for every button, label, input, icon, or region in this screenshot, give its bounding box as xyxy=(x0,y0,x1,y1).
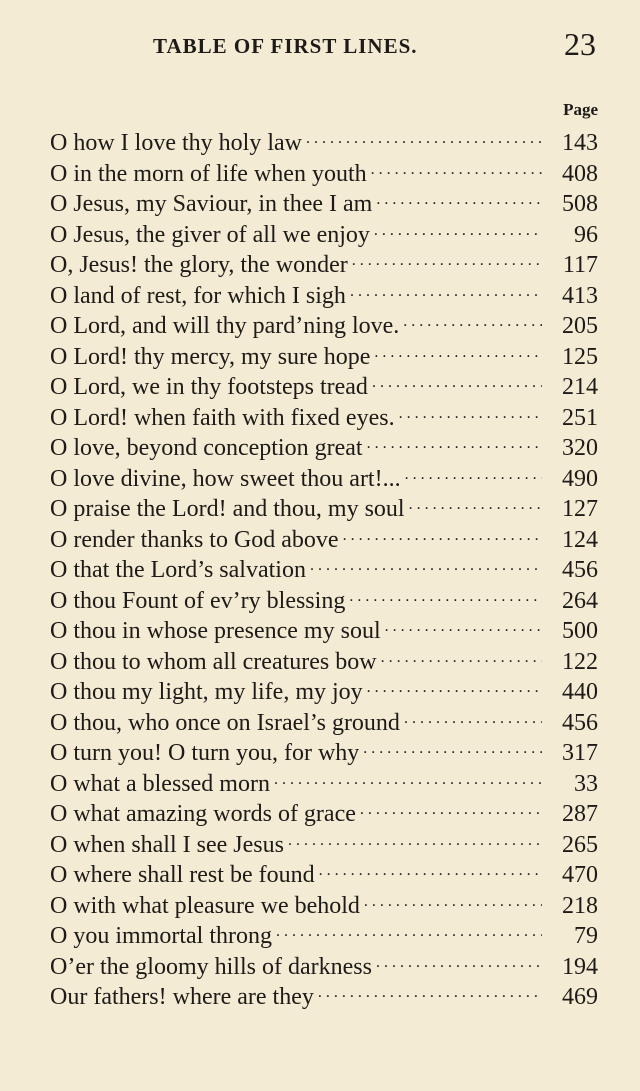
index-entry xyxy=(50,645,598,676)
page-number: 23 xyxy=(564,26,596,62)
index-entry xyxy=(50,248,598,279)
index-entry xyxy=(50,340,598,371)
dot-leader xyxy=(376,950,542,974)
page-reference: 265 xyxy=(562,831,598,858)
dot-leader xyxy=(409,492,542,516)
index-entry xyxy=(50,187,598,218)
first-line-text: O thou Fount of ev’ry blessing xyxy=(50,587,346,614)
page-reference: 490 xyxy=(562,465,598,492)
index-entry xyxy=(50,828,598,859)
dot-leader xyxy=(319,858,542,882)
page-reference: 124 xyxy=(562,526,598,553)
dot-leader xyxy=(367,675,542,699)
first-line-text: O thou, who once on Israel’s ground xyxy=(50,709,400,736)
index-entry xyxy=(50,950,598,981)
first-line-text: O where shall rest be found xyxy=(50,862,315,888)
index-entry xyxy=(50,523,598,554)
index-entry xyxy=(50,889,598,920)
index-entry xyxy=(50,157,598,188)
page-reference: 508 xyxy=(562,191,598,217)
index-entry xyxy=(50,126,598,157)
dot-leader xyxy=(360,797,542,821)
index-entry xyxy=(50,797,598,828)
page-reference: 317 xyxy=(562,740,598,766)
index-entry xyxy=(50,462,598,493)
dot-leader xyxy=(310,553,542,577)
page-reference: 127 xyxy=(562,496,598,522)
page-column-heading: Page xyxy=(563,100,598,119)
page-reference: 440 xyxy=(562,679,598,705)
first-line-text: O that the Lord’s salvation xyxy=(50,557,306,583)
page-reference: 79 xyxy=(574,923,598,949)
dot-leader xyxy=(318,980,542,1004)
first-line-text: O Lord! thy mercy, my sure hope xyxy=(50,343,371,370)
page-reference: 264 xyxy=(562,587,598,614)
page-reference: 96 xyxy=(574,221,598,248)
first-line-text: O thou to whom all creatures bow xyxy=(50,648,377,675)
index-entry xyxy=(50,858,598,889)
dot-leader xyxy=(405,462,542,486)
dot-leader xyxy=(363,736,542,760)
dot-leader xyxy=(403,309,542,333)
index-entry xyxy=(50,675,598,706)
index-entry xyxy=(50,736,598,767)
index-entry xyxy=(50,584,598,615)
dot-leader xyxy=(399,401,542,425)
first-line-text: O thou my light, my life, my joy xyxy=(50,679,363,705)
first-line-text: O thou in whose presence my soul xyxy=(50,618,381,644)
page-reference: 205 xyxy=(562,313,598,339)
first-line-text: O turn you! O turn you, for why xyxy=(50,740,360,766)
first-line-text: O praise the Lord! and thou, my soul xyxy=(50,496,405,522)
running-head: TABLE OF FIRST LINES. xyxy=(153,34,418,58)
first-line-text: O love divine, how sweet thou art!... xyxy=(50,465,401,492)
first-line-text: O when shall I see Jesus xyxy=(50,831,284,858)
page-reference: 456 xyxy=(562,557,598,583)
first-line-text: O Jesus, my Saviour, in thee I am xyxy=(50,191,373,217)
page-reference: 320 xyxy=(562,435,598,461)
page-reference: 469 xyxy=(562,984,598,1010)
first-line-text: O in the morn of life when youth xyxy=(50,160,367,187)
index-entry xyxy=(50,767,598,798)
first-line-text: O Lord! when faith with fixed eyes. xyxy=(50,404,395,431)
index-entry xyxy=(50,218,598,249)
page-reference: 33 xyxy=(574,770,598,797)
dot-leader xyxy=(288,828,542,852)
dot-leader xyxy=(364,889,542,913)
first-line-text: O love, beyond conception great xyxy=(50,435,363,461)
page-reference: 287 xyxy=(562,801,598,827)
first-line-text: O Jesus, the giver of all we enjoy xyxy=(50,221,370,248)
dot-leader xyxy=(349,584,542,608)
first-line-text: Our fathers! where are they xyxy=(50,984,314,1010)
dot-leader xyxy=(374,218,542,242)
first-line-text: O you immortal throng xyxy=(50,923,272,949)
dot-leader xyxy=(404,706,542,730)
first-line-text: O Lord, we in thy footsteps tread xyxy=(50,374,368,400)
page-reference: 413 xyxy=(562,282,598,309)
page-reference: 214 xyxy=(562,374,598,400)
dot-leader xyxy=(274,767,542,791)
first-line-text: O Lord, and will thy pard’ning love. xyxy=(50,313,400,339)
page-reference: 122 xyxy=(562,648,598,675)
index-entry xyxy=(50,431,598,462)
index-entry xyxy=(50,370,598,401)
index-entry xyxy=(50,309,598,340)
index-entry xyxy=(50,492,598,523)
page-reference: 251 xyxy=(562,404,598,431)
index-entry xyxy=(50,919,598,950)
first-line-text: O what a blessed morn xyxy=(50,770,270,797)
page-reference: 470 xyxy=(562,862,598,888)
dot-leader xyxy=(350,279,542,303)
page-reference: 500 xyxy=(562,618,598,644)
dot-leader xyxy=(276,919,542,943)
page-reference: 143 xyxy=(562,130,598,156)
index-entry xyxy=(50,401,598,432)
first-line-text: O, Jesus! the glory, the wonder xyxy=(50,252,348,278)
index-entry xyxy=(50,614,598,645)
first-line-text: O’er the gloomy hills of darkness xyxy=(50,953,372,980)
dot-leader xyxy=(343,523,542,547)
dot-leader xyxy=(367,431,542,455)
dot-leader xyxy=(381,645,542,669)
page-reference: 408 xyxy=(562,160,598,187)
page-reference: 218 xyxy=(562,892,598,919)
page-reference: 194 xyxy=(562,953,598,980)
dot-leader xyxy=(374,340,542,364)
first-line-text: O render thanks to God above xyxy=(50,526,339,553)
dot-leader xyxy=(372,370,542,394)
first-line-text: O how I love thy holy law xyxy=(50,130,302,156)
dot-leader xyxy=(352,248,542,272)
dot-leader xyxy=(371,157,542,181)
index-entry xyxy=(50,279,598,310)
dot-leader xyxy=(385,614,542,638)
index-entry xyxy=(50,553,598,584)
first-line-text: O what amazing words of grace xyxy=(50,801,356,827)
index-entry xyxy=(50,706,598,737)
dot-leader xyxy=(306,126,542,150)
page-reference: 456 xyxy=(562,709,598,736)
page-reference: 117 xyxy=(562,252,598,278)
first-line-text: O land of rest, for which I sigh xyxy=(50,282,346,309)
index-entry xyxy=(50,980,598,1011)
page-reference: 125 xyxy=(562,343,598,370)
first-lines-index xyxy=(50,126,598,1011)
dot-leader xyxy=(376,187,542,211)
first-line-text: O with what pleasure we behold xyxy=(50,892,360,919)
